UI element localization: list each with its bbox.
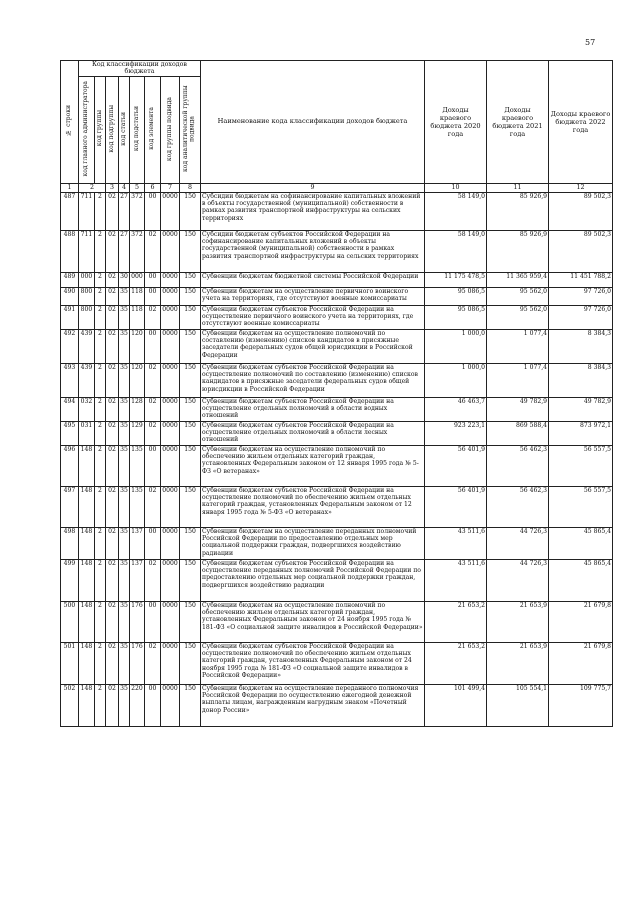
element-code: 02 xyxy=(145,305,161,329)
row-number: 491 xyxy=(61,305,79,329)
income-2021: 85 926,9 xyxy=(487,230,549,272)
header-income-2021: Доходы краевого бюджета 2021 года xyxy=(487,61,549,184)
row-number: 500 xyxy=(61,601,79,642)
article-code: 35 xyxy=(119,305,130,329)
header-income-2022: Доходы краевого бюджета 2022 года xyxy=(549,61,613,184)
program-code: 0000 xyxy=(161,527,180,559)
income-2021: 21 653,9 xyxy=(487,642,549,684)
program-code: 0000 xyxy=(161,397,180,421)
program-code: 0000 xyxy=(161,192,180,230)
income-2022: 8 384,3 xyxy=(549,329,613,363)
admin-code: 800 xyxy=(79,305,95,329)
table-row xyxy=(61,397,613,421)
income-2021: 1 077,4 xyxy=(487,363,549,397)
income-2021: 95 562,0 xyxy=(487,287,549,305)
subarticle-code: 118 xyxy=(130,287,145,305)
income-name: Субсидии бюджетам на софинансирование капитальных вложений в объекты государственной (муниципальной) собственности в рамках развития транспортной инфраструктуры на сельских территориях xyxy=(201,192,425,230)
income-name: Субвенции бюджетам субъектов Российской Федерации на осуществление отдельных полномочий в области лесных отношений xyxy=(201,421,425,445)
income-2022: 8 384,3 xyxy=(549,363,613,397)
row-number: 502 xyxy=(61,684,79,726)
analytic-code: 150 xyxy=(180,230,201,272)
income-2021: 85 926,9 xyxy=(487,192,549,230)
analytic-code: 150 xyxy=(180,363,201,397)
column-number: 12 xyxy=(549,183,613,192)
subarticle-code: 137 xyxy=(130,559,145,601)
subgroup-code: 02 xyxy=(106,559,119,601)
income-2022: 21 679,8 xyxy=(549,601,613,642)
income-2020: 1 000,0 xyxy=(425,363,487,397)
article-code: 35 xyxy=(119,559,130,601)
element-code: 02 xyxy=(145,230,161,272)
income-name: Субвенции бюджетам на осуществление полномочий по обеспечению жильем отдельных категорий граждан, установленных Федеральным законом от 12 января 1995 года № 5-ФЗ «О ветеранах» xyxy=(201,445,425,486)
income-2021: 44 726,3 xyxy=(487,527,549,559)
subarticle-code: 176 xyxy=(130,601,145,642)
column-number: 7 xyxy=(161,183,180,192)
table-row xyxy=(61,642,613,684)
row-number: 501 xyxy=(61,642,79,684)
element-code: 02 xyxy=(145,559,161,601)
income-2022: 21 679,8 xyxy=(549,642,613,684)
article-code: 35 xyxy=(119,486,130,527)
group-code: 2 xyxy=(95,192,106,230)
article-code: 35 xyxy=(119,601,130,642)
table-row xyxy=(61,527,613,559)
element-code: 00 xyxy=(145,684,161,726)
income-name: Субвенции бюджетам бюджетной системы Российской Федерации xyxy=(201,272,425,287)
column-number: 2 xyxy=(79,183,106,192)
row-number: 487 xyxy=(61,192,79,230)
program-code: 0000 xyxy=(161,601,180,642)
income-name: Субвенции бюджетам субъектов Российской Федерации на осуществление переданных полномочий Российской Федерации по предоставлению отдельных мер социальной поддержки граждан, подвергшихся воздействию радиации xyxy=(201,559,425,601)
element-code: 00 xyxy=(145,192,161,230)
header-admin-code: код главного администратора xyxy=(79,76,95,183)
analytic-code: 150 xyxy=(180,272,201,287)
income-2020: 58 149,0 xyxy=(425,192,487,230)
income-2020: 1 000,0 xyxy=(425,329,487,363)
column-number: 9 xyxy=(201,183,425,192)
table-row xyxy=(61,421,613,445)
subarticle-code: 118 xyxy=(130,305,145,329)
income-2021: 869 588,4 xyxy=(487,421,549,445)
group-code: 2 xyxy=(95,445,106,486)
column-number: 1 xyxy=(61,183,79,192)
income-name: Субвенции бюджетам на осуществление первичного воинского учета на территориях, где отсутствуют военные комиссариаты xyxy=(201,287,425,305)
income-name: Субсидии бюджетам субъектов Российской Федерации на софинансирование капитальных вложений в объекты государственной (муниципальной) собственности в рамках развития транспортной инфраструктуры на сельских территориях xyxy=(201,230,425,272)
row-number: 497 xyxy=(61,486,79,527)
analytic-code: 150 xyxy=(180,527,201,559)
admin-code: 800 xyxy=(79,287,95,305)
admin-code: 148 xyxy=(79,445,95,486)
admin-code: 148 xyxy=(79,527,95,559)
article-code: 35 xyxy=(119,363,130,397)
header-code-group: Код классификации доходов бюджета xyxy=(79,61,201,77)
admin-code: 148 xyxy=(79,559,95,601)
row-number: 490 xyxy=(61,287,79,305)
subarticle-code: 135 xyxy=(130,486,145,527)
element-code: 00 xyxy=(145,272,161,287)
row-number: 496 xyxy=(61,445,79,486)
program-code: 0000 xyxy=(161,329,180,363)
header-element-code: код элемента xyxy=(145,76,161,183)
income-2022: 97 726,0 xyxy=(549,287,613,305)
program-code: 0000 xyxy=(161,363,180,397)
income-2020: 101 499,4 xyxy=(425,684,487,726)
element-code: 00 xyxy=(145,329,161,363)
header-subgroup-code: код подгруппы xyxy=(106,76,119,183)
group-code: 2 xyxy=(95,421,106,445)
subarticle-code: 220 xyxy=(130,684,145,726)
subarticle-code: 000 xyxy=(130,272,145,287)
group-code: 2 xyxy=(95,305,106,329)
subgroup-code: 02 xyxy=(106,642,119,684)
column-number: 8 xyxy=(180,183,201,192)
subarticle-code: 176 xyxy=(130,642,145,684)
subarticle-code: 137 xyxy=(130,527,145,559)
analytic-code: 150 xyxy=(180,192,201,230)
income-2020: 21 653,2 xyxy=(425,601,487,642)
group-code: 2 xyxy=(95,559,106,601)
admin-code: 711 xyxy=(79,192,95,230)
group-code: 2 xyxy=(95,527,106,559)
article-code: 35 xyxy=(119,329,130,363)
subgroup-code: 02 xyxy=(106,601,119,642)
element-code: 02 xyxy=(145,486,161,527)
column-number: 5 xyxy=(130,183,145,192)
analytic-code: 150 xyxy=(180,559,201,601)
header-group-code: код группы xyxy=(95,76,106,183)
income-2022: 873 972,1 xyxy=(549,421,613,445)
income-2022: 45 865,4 xyxy=(549,527,613,559)
income-2022: 56 557,5 xyxy=(549,445,613,486)
income-name: Субвенции бюджетам на осуществление переданного полномочия Российской Федерации по осуществлению ежегодной денежной выплаты лицам, награжденным нагрудным знаком «Почетный донор России» xyxy=(201,684,425,726)
subgroup-code: 02 xyxy=(106,287,119,305)
income-2020: 43 511,6 xyxy=(425,559,487,601)
subgroup-code: 02 xyxy=(106,421,119,445)
subgroup-code: 02 xyxy=(106,486,119,527)
group-code: 2 xyxy=(95,397,106,421)
article-code: 35 xyxy=(119,421,130,445)
program-code: 0000 xyxy=(161,230,180,272)
analytic-code: 150 xyxy=(180,486,201,527)
income-name: Субвенции бюджетам субъектов Российской Федерации на осуществление полномочий по обеспечению жильем отдельных категорий граждан, установленных Федеральным законом от 12 января 1995 года № 5-ФЗ «О ветеранах» xyxy=(201,486,425,527)
analytic-code: 150 xyxy=(180,684,201,726)
subarticle-code: 128 xyxy=(130,397,145,421)
group-code: 2 xyxy=(95,642,106,684)
group-code: 2 xyxy=(95,363,106,397)
analytic-code: 150 xyxy=(180,642,201,684)
income-name: Субвенции бюджетам на осуществление полномочий по составлению (изменению) списков кандидатов в присяжные заседатели федеральных судов общей юрисдикции в Российской Федерации xyxy=(201,329,425,363)
income-2022: 45 865,4 xyxy=(549,559,613,601)
admin-code: 148 xyxy=(79,642,95,684)
row-number: 492 xyxy=(61,329,79,363)
table-row xyxy=(61,559,613,601)
group-code: 2 xyxy=(95,287,106,305)
income-2022: 97 726,0 xyxy=(549,305,613,329)
column-number: 10 xyxy=(425,183,487,192)
subgroup-code: 02 xyxy=(106,230,119,272)
income-2020: 43 511,6 xyxy=(425,527,487,559)
program-code: 0000 xyxy=(161,684,180,726)
analytic-code: 150 xyxy=(180,445,201,486)
header-program-code: код группы подвида xyxy=(161,76,180,183)
income-2021: 44 726,3 xyxy=(487,559,549,601)
table-row xyxy=(61,601,613,642)
program-code: 0000 xyxy=(161,272,180,287)
subgroup-code: 02 xyxy=(106,329,119,363)
income-2021: 21 653,9 xyxy=(487,601,549,642)
income-name: Субвенции бюджетам на осуществление переданных полномочий Российской Федерации по предоставлению отдельных мер социальной поддержки граждан, подвергшихся воздействию радиации xyxy=(201,527,425,559)
article-code: 35 xyxy=(119,642,130,684)
subgroup-code: 02 xyxy=(106,363,119,397)
article-code: 35 xyxy=(119,527,130,559)
income-2021: 11 365 959,4 xyxy=(487,272,549,287)
header-subarticle-code: код подстатьи xyxy=(130,76,145,183)
income-2020: 95 086,5 xyxy=(425,287,487,305)
column-number: 3 xyxy=(106,183,119,192)
table-row xyxy=(61,363,613,397)
article-code: 27 xyxy=(119,230,130,272)
income-2021: 105 554,1 xyxy=(487,684,549,726)
income-2022: 89 502,3 xyxy=(549,230,613,272)
article-code: 35 xyxy=(119,684,130,726)
subarticle-code: 135 xyxy=(130,445,145,486)
income-2021: 56 462,3 xyxy=(487,486,549,527)
income-2021: 56 462,3 xyxy=(487,445,549,486)
column-number: 11 xyxy=(487,183,549,192)
income-2021: 1 077,4 xyxy=(487,329,549,363)
article-code: 35 xyxy=(119,287,130,305)
income-2021: 95 562,0 xyxy=(487,305,549,329)
program-code: 0000 xyxy=(161,305,180,329)
table-row xyxy=(61,445,613,486)
table-row xyxy=(61,230,613,272)
subgroup-code: 02 xyxy=(106,305,119,329)
table-row xyxy=(61,192,613,230)
income-name: Субвенции бюджетам субъектов Российской Федерации на осуществление первичного воинского учета на территориях, где отсутствуют военные комиссариаты xyxy=(201,305,425,329)
subarticle-code: 372 xyxy=(130,192,145,230)
income-2020: 11 175 478,5 xyxy=(425,272,487,287)
article-code: 30 xyxy=(119,272,130,287)
income-2021: 49 782,9 xyxy=(487,397,549,421)
subgroup-code: 02 xyxy=(106,684,119,726)
element-code: 00 xyxy=(145,601,161,642)
income-2022: 89 502,3 xyxy=(549,192,613,230)
admin-code: 148 xyxy=(79,601,95,642)
row-number: 489 xyxy=(61,272,79,287)
group-code: 2 xyxy=(95,329,106,363)
income-2020: 923 223,1 xyxy=(425,421,487,445)
row-number: 495 xyxy=(61,421,79,445)
table-row xyxy=(61,329,613,363)
income-name: Субвенции бюджетам на осуществление полномочий по обеспечению жильем отдельных категорий граждан, установленных Федеральным законом от 24 ноября 1995 года № 181-ФЗ «О социальной защите инвалидов в Российской Федерации» xyxy=(201,601,425,642)
analytic-code: 150 xyxy=(180,287,201,305)
analytic-code: 150 xyxy=(180,421,201,445)
subarticle-code: 120 xyxy=(130,329,145,363)
income-2020: 21 653,2 xyxy=(425,642,487,684)
header-name: Наименование кода классификации доходов бюджета xyxy=(201,61,425,184)
income-2022: 56 557,5 xyxy=(549,486,613,527)
element-code: 00 xyxy=(145,527,161,559)
header-row-number: № строки xyxy=(61,61,79,184)
table-row xyxy=(61,287,613,305)
program-code: 0000 xyxy=(161,642,180,684)
income-name: Субвенции бюджетам субъектов Российской Федерации на осуществление полномочий по обеспечению жильем отдельных категорий граждан, установленных Федеральным законом от 24 ноября 1995 года № 181-ФЗ «О социальной защите инвалидов в Российской Федерации» xyxy=(201,642,425,684)
row-number: 498 xyxy=(61,527,79,559)
article-code: 27 xyxy=(119,192,130,230)
income-2020: 95 086,5 xyxy=(425,305,487,329)
admin-code: 148 xyxy=(79,486,95,527)
column-number: 6 xyxy=(145,183,161,192)
row-number: 499 xyxy=(61,559,79,601)
admin-code: 032 xyxy=(79,397,95,421)
article-code: 35 xyxy=(119,445,130,486)
group-code: 2 xyxy=(95,272,106,287)
analytic-code: 150 xyxy=(180,329,201,363)
income-name: Субвенции бюджетам субъектов Российской Федерации на осуществление полномочий по составлению (изменению) списков кандидатов в присяжные заседатели федеральных судов общей юрисдикции в Российской Федерации xyxy=(201,363,425,397)
subgroup-code: 02 xyxy=(106,445,119,486)
element-code: 00 xyxy=(145,445,161,486)
header-article-code: код статьи xyxy=(119,76,130,183)
analytic-code: 150 xyxy=(180,397,201,421)
page-number: 57 xyxy=(585,38,596,47)
table-row xyxy=(61,305,613,329)
admin-code: 148 xyxy=(79,684,95,726)
subgroup-code: 02 xyxy=(106,397,119,421)
program-code: 0000 xyxy=(161,421,180,445)
header-analytic-code: код аналитической группы подвида xyxy=(180,76,201,183)
income-name: Субвенции бюджетам субъектов Российской Федерации на осуществление отдельных полномочий в области водных отношений xyxy=(201,397,425,421)
subarticle-code: 372 xyxy=(130,230,145,272)
analytic-code: 150 xyxy=(180,305,201,329)
admin-code: 711 xyxy=(79,230,95,272)
program-code: 0000 xyxy=(161,486,180,527)
article-code: 35 xyxy=(119,397,130,421)
row-number: 488 xyxy=(61,230,79,272)
element-code: 00 xyxy=(145,287,161,305)
income-2020: 56 401,9 xyxy=(425,486,487,527)
subarticle-code: 129 xyxy=(130,421,145,445)
admin-code: 439 xyxy=(79,363,95,397)
admin-code: 000 xyxy=(79,272,95,287)
program-code: 0000 xyxy=(161,445,180,486)
element-code: 02 xyxy=(145,363,161,397)
header-income-2020: Доходы краевого бюджета 2020 года xyxy=(425,61,487,184)
table-row xyxy=(61,684,613,726)
subgroup-code: 02 xyxy=(106,192,119,230)
admin-code: 031 xyxy=(79,421,95,445)
column-number: 4 xyxy=(119,183,130,192)
income-2022: 11 451 788,2 xyxy=(549,272,613,287)
program-code: 0000 xyxy=(161,559,180,601)
row-number: 494 xyxy=(61,397,79,421)
analytic-code: 150 xyxy=(180,601,201,642)
admin-code: 439 xyxy=(79,329,95,363)
row-number: 493 xyxy=(61,363,79,397)
income-2020: 58 149,0 xyxy=(425,230,487,272)
program-code: 0000 xyxy=(161,287,180,305)
table-row xyxy=(61,272,613,287)
subgroup-code: 02 xyxy=(106,527,119,559)
column-number-row xyxy=(61,183,613,192)
group-code: 2 xyxy=(95,684,106,726)
income-classification-table xyxy=(60,60,613,727)
element-code: 02 xyxy=(145,397,161,421)
group-code: 2 xyxy=(95,230,106,272)
element-code: 02 xyxy=(145,421,161,445)
income-2022: 109 775,7 xyxy=(549,684,613,726)
income-2020: 46 463,7 xyxy=(425,397,487,421)
group-code: 2 xyxy=(95,486,106,527)
income-2020: 56 401,9 xyxy=(425,445,487,486)
group-code: 2 xyxy=(95,601,106,642)
subgroup-code: 02 xyxy=(106,272,119,287)
element-code: 02 xyxy=(145,642,161,684)
income-2022: 49 782,9 xyxy=(549,397,613,421)
subarticle-code: 120 xyxy=(130,363,145,397)
table-row xyxy=(61,486,613,527)
